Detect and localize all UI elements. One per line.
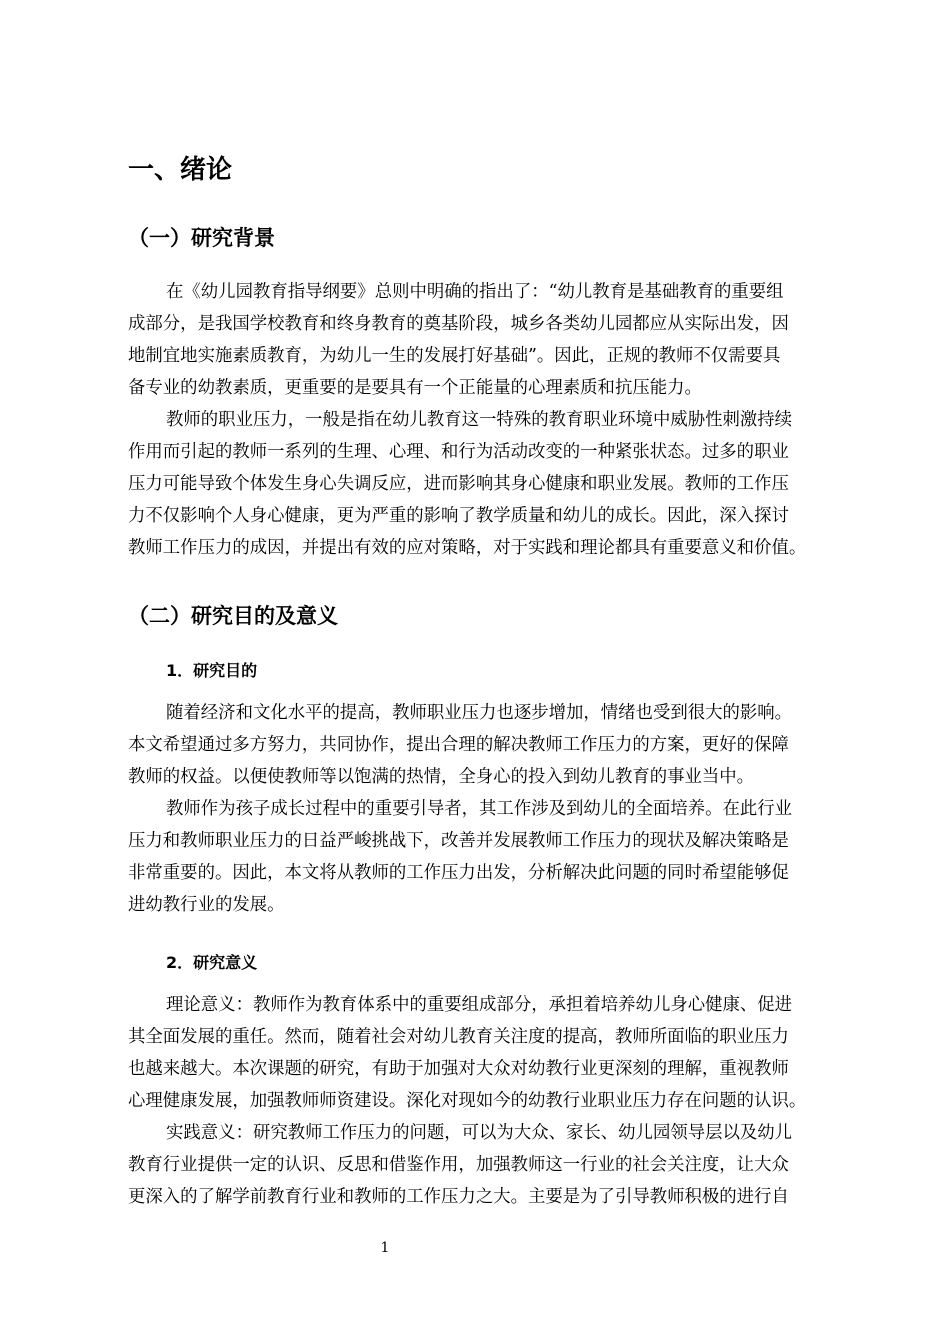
text-line: 压力可能导致个体发生身心失调反应，进而影响其身心健康和职业发展。教师的工作压 bbox=[128, 474, 789, 494]
text-line: 随着经济和文化水平的提高，教师职业压力也逐步增加，情绪也受到很大的影响。 bbox=[166, 703, 793, 723]
section-title-background: （一）研究背景 bbox=[128, 226, 275, 250]
paragraph-purpose-1 bbox=[128, 697, 828, 793]
text-line: 成部分，是我国学校教育和终身教育的奠基阶段，城乡各类幼儿园都应从实际出发，因 bbox=[128, 314, 789, 334]
text-line: 教师作为孩子成长过程中的重要引导者，其工作涉及到幼儿的全面培养。在此行业 bbox=[166, 799, 793, 819]
text-line: 非常重要的。因此，本文将从教师的工作压力出发，分析解决此问题的同时希望能够促 bbox=[128, 863, 789, 883]
paragraph-background-2 bbox=[128, 404, 828, 564]
text-line: 力不仅影响个人身心健康，更为严重的影响了教学质量和幼儿的成长。因此，深入探讨 bbox=[128, 506, 789, 526]
paragraph-significance-practice bbox=[128, 1117, 828, 1213]
text-line: 在《幼儿园教育指导纲要》总则中明确的指出了：“幼儿教育是基础教育的重要组 bbox=[166, 282, 784, 302]
text-line: 教师的职业压力，一般是指在幼儿教育这一特殊的教育职业环境中威胁性刺激持续 bbox=[166, 410, 793, 430]
section-title-purpose-significance: （二）研究目的及意义 bbox=[128, 604, 338, 628]
text-line: 压力和教师职业压力的日益严峻挑战下，改善并发展教师工作压力的现状及解决策略是 bbox=[128, 831, 789, 851]
paragraph-significance-theory bbox=[128, 989, 828, 1117]
text-line: 教育行业提供一定的认识、反思和借鉴作用，加强教师这一行业的社会关注度，让大众 bbox=[128, 1155, 789, 1175]
text-line: 地制宜地实施素质教育，为幼儿一生的发展打好基础”。因此，正规的教师不仅需要具 bbox=[128, 346, 781, 366]
text-line: 理论意义：教师作为教育体系中的重要组成部分，承担着培养幼儿身心健康、促进 bbox=[166, 995, 793, 1015]
text-line: 本文希望通过多方努力，共同协作，提出合理的解决教师工作压力的方案，更好的保障 bbox=[128, 735, 789, 755]
paragraph-background-1 bbox=[128, 276, 828, 404]
text-line: 更深入的了解学前教育行业和教师的工作压力之大。主要是为了引导教师积极的进行自 bbox=[128, 1187, 789, 1207]
paragraph-purpose-2 bbox=[128, 793, 828, 921]
subsection-title-purpose: 1．研究目的 bbox=[166, 661, 258, 680]
text-line: 其全面发展的重任。然而，随着社会对幼儿教育关注度的提高，教师所面临的职业压力 bbox=[128, 1027, 789, 1047]
text-line: 也越来越大。本次课题的研究，有助于加强对大众对幼教行业更深刻的理解，重视教师 bbox=[128, 1059, 789, 1079]
text-line: 心理健康发展，加强教师师资建设。深化对现如今的幼教行业职业压力存在问题的认识。 bbox=[128, 1091, 807, 1111]
text-line: 教师工作压力的成因，并提出有效的应对策略，对于实践和理论都具有重要意义和价值。 bbox=[128, 538, 807, 558]
text-line: 进幼教行业的发展。 bbox=[128, 895, 285, 915]
page-number: 1 bbox=[380, 1240, 390, 1256]
subsection-title-significance: 2．研究意义 bbox=[166, 953, 258, 972]
text-line: 作用而引起的教师一系列的生理、心理、和行为活动改变的一种紧张状态。过多的职业 bbox=[128, 442, 789, 462]
text-line: 备专业的幼教素质，更重要的是要具有一个正能量的心理素质和抗压能力。 bbox=[128, 378, 702, 398]
text-line: 实践意义：研究教师工作压力的问题，可以为大众、家长、幼儿园领导层以及幼儿 bbox=[166, 1123, 793, 1143]
text-line: 教师的权益。以便使教师等以饱满的热情，全身心的投入到幼儿教育的事业当中。 bbox=[128, 767, 755, 787]
chapter-title: 一、绪论 bbox=[128, 155, 233, 185]
